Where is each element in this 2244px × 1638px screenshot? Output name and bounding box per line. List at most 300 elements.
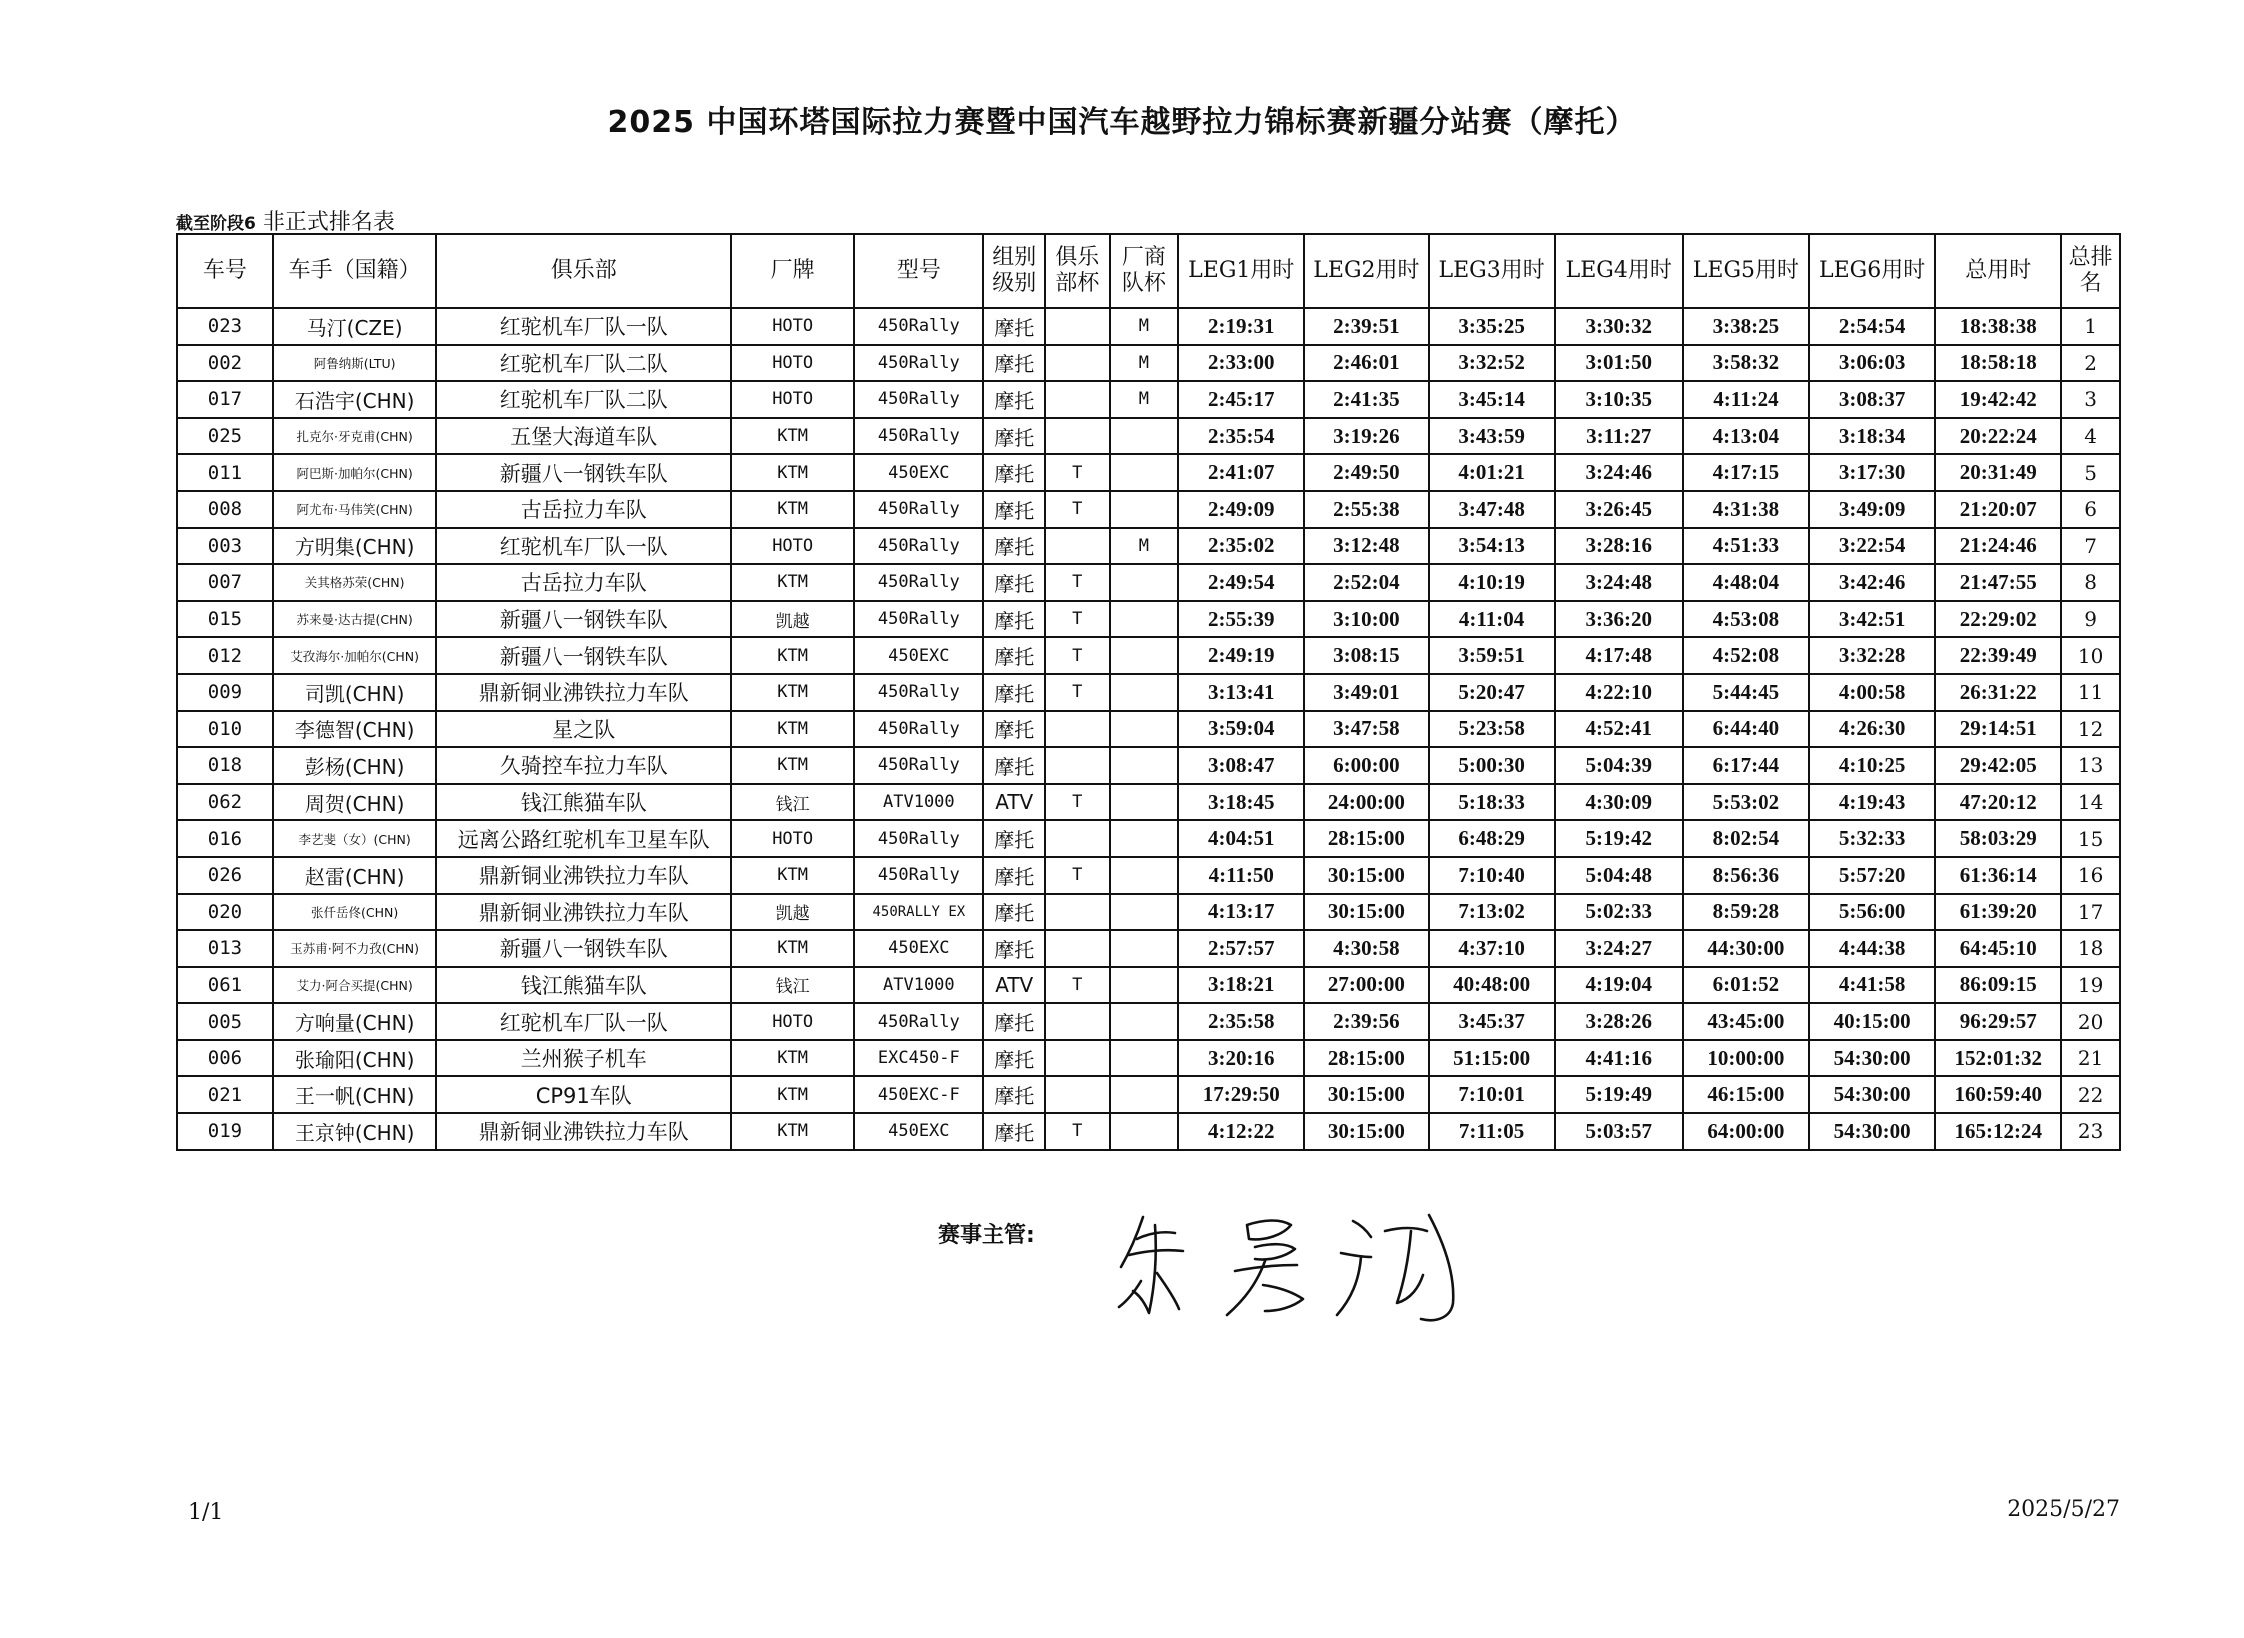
cell-driver: 阿巴斯·加帕尔(CHN) [273, 454, 437, 491]
cell-mfr-cup [1110, 784, 1179, 821]
cell-number: 007 [177, 564, 273, 601]
cell-total: 21:47:55 [1935, 564, 2061, 601]
cell-group: 摩托 [983, 674, 1045, 711]
cell-mfr-cup [1110, 711, 1179, 748]
cell-leg6: 5:57:20 [1809, 857, 1935, 894]
cell-leg4: 3:24:27 [1555, 930, 1683, 967]
cell-leg6: 4:10:25 [1809, 747, 1935, 784]
cell-number: 017 [177, 381, 273, 418]
cell-brand: KTM [731, 491, 854, 528]
cell-model: 450EXC-F [854, 1076, 983, 1113]
cell-driver: 李德智(CHN) [273, 711, 437, 748]
cell-group: 摩托 [983, 601, 1045, 638]
cell-leg6: 3:49:09 [1809, 491, 1935, 528]
cell-leg1: 4:12:22 [1178, 1113, 1304, 1150]
cell-rank: 22 [2061, 1076, 2120, 1113]
cell-brand: KTM [731, 1040, 854, 1077]
cell-leg6: 3:42:46 [1809, 564, 1935, 601]
cell-rank: 4 [2061, 418, 2120, 455]
cell-club: 钱江熊猫车队 [436, 784, 731, 821]
cell-rank: 7 [2061, 528, 2120, 565]
cell-leg3: 3:59:51 [1429, 637, 1555, 674]
cell-mfr-cup: M [1110, 381, 1179, 418]
cell-group: 摩托 [983, 381, 1045, 418]
cell-driver: 马汀(CZE) [273, 308, 437, 345]
cell-club: 久骑控车拉力车队 [436, 747, 731, 784]
cell-leg5: 4:51:33 [1683, 528, 1809, 565]
cell-mfr-cup [1110, 674, 1179, 711]
cell-total: 47:20:12 [1935, 784, 2061, 821]
cell-group: 摩托 [983, 711, 1045, 748]
cell-leg5: 5:53:02 [1683, 784, 1809, 821]
cell-total: 22:29:02 [1935, 601, 2061, 638]
cell-leg5: 4:52:08 [1683, 637, 1809, 674]
cell-leg3: 6:48:29 [1429, 820, 1555, 857]
table-row [177, 820, 2120, 857]
cell-leg3: 40:48:00 [1429, 967, 1555, 1004]
cell-leg5: 6:01:52 [1683, 967, 1809, 1004]
cell-leg2: 2:52:04 [1304, 564, 1428, 601]
cell-mfr-cup [1110, 747, 1179, 784]
cell-club: 鼎新铜业沸铁拉力车队 [436, 894, 731, 931]
cell-club-cup [1045, 711, 1110, 748]
cell-leg1: 4:13:17 [1178, 894, 1304, 931]
cell-leg5: 4:48:04 [1683, 564, 1809, 601]
table-row [177, 491, 2120, 528]
cell-leg3: 7:13:02 [1429, 894, 1555, 931]
ranking-label: 非正式排名表 [262, 210, 395, 235]
cell-leg6: 54:30:00 [1809, 1076, 1935, 1113]
table-row [177, 1003, 2120, 1040]
cell-leg2: 28:15:00 [1304, 1040, 1428, 1077]
cell-leg1: 3:08:47 [1178, 747, 1304, 784]
cell-leg1: 2:19:31 [1178, 308, 1304, 345]
cell-club-cup [1045, 1040, 1110, 1077]
results-body [177, 308, 2120, 1150]
table-row [177, 308, 2120, 345]
cell-total: 61:36:14 [1935, 857, 2061, 894]
cell-leg2: 3:47:58 [1304, 711, 1428, 748]
cell-number: 020 [177, 894, 273, 931]
col-header-leg3: LEG3用时 [1429, 234, 1555, 308]
cell-leg5: 6:44:40 [1683, 711, 1809, 748]
cell-rank: 9 [2061, 601, 2120, 638]
cell-club: 星之队 [436, 711, 731, 748]
cell-leg4: 3:10:35 [1555, 381, 1683, 418]
cell-number: 018 [177, 747, 273, 784]
cell-model: 450Rally [854, 381, 983, 418]
cell-rank: 21 [2061, 1040, 2120, 1077]
cell-number: 005 [177, 1003, 273, 1040]
cell-leg1: 3:18:21 [1178, 967, 1304, 1004]
cell-driver: 赵雷(CHN) [273, 857, 437, 894]
cell-number: 026 [177, 857, 273, 894]
cell-leg2: 3:10:00 [1304, 601, 1428, 638]
cell-leg4: 5:04:39 [1555, 747, 1683, 784]
cell-club-cup [1045, 747, 1110, 784]
cell-model: 450Rally [854, 308, 983, 345]
cell-group: 摩托 [983, 418, 1045, 455]
cell-group: 摩托 [983, 930, 1045, 967]
cell-club: 新疆八一钢铁车队 [436, 601, 731, 638]
col-header-leg4: LEG4用时 [1555, 234, 1683, 308]
cell-leg6: 4:41:58 [1809, 967, 1935, 1004]
cell-number: 003 [177, 528, 273, 565]
cell-leg3: 3:54:13 [1429, 528, 1555, 565]
cell-club: 五堡大海道车队 [436, 418, 731, 455]
cell-model: 450Rally [854, 820, 983, 857]
cell-group: 摩托 [983, 820, 1045, 857]
cell-model: 450Rally [854, 674, 983, 711]
cell-model: 450EXC [854, 930, 983, 967]
page-number: 1/1 [188, 1500, 224, 1525]
cell-brand: KTM [731, 674, 854, 711]
cell-leg1: 4:11:50 [1178, 857, 1304, 894]
cell-group: 摩托 [983, 1040, 1045, 1077]
cell-leg4: 5:19:49 [1555, 1076, 1683, 1113]
cell-driver: 扎克尔·牙克甫(CHN) [273, 418, 437, 455]
cell-leg4: 3:28:16 [1555, 528, 1683, 565]
cell-group: 摩托 [983, 857, 1045, 894]
cell-total: 21:24:46 [1935, 528, 2061, 565]
cell-club-cup [1045, 820, 1110, 857]
cell-leg5: 43:45:00 [1683, 1003, 1809, 1040]
cell-driver: 司凯(CHN) [273, 674, 437, 711]
cell-leg5: 64:00:00 [1683, 1113, 1809, 1150]
cell-rank: 16 [2061, 857, 2120, 894]
cell-total: 58:03:29 [1935, 820, 2061, 857]
cell-leg3: 5:00:30 [1429, 747, 1555, 784]
cell-group: 摩托 [983, 454, 1045, 491]
cell-leg6: 3:17:30 [1809, 454, 1935, 491]
cell-group: 摩托 [983, 637, 1045, 674]
race-director-label: 赛事主管: [938, 1223, 1035, 1248]
col-header-leg1: LEG1用时 [1178, 234, 1304, 308]
cell-leg1: 3:18:45 [1178, 784, 1304, 821]
cell-number: 019 [177, 1113, 273, 1150]
col-header-club: 俱乐部 [436, 234, 731, 308]
cell-leg1: 2:35:02 [1178, 528, 1304, 565]
cell-model: 450Rally [854, 1003, 983, 1040]
cell-club: 红驼机车厂队一队 [436, 528, 731, 565]
cell-leg2: 24:00:00 [1304, 784, 1428, 821]
cell-leg2: 4:30:58 [1304, 930, 1428, 967]
cell-number: 025 [177, 418, 273, 455]
cell-group: 摩托 [983, 564, 1045, 601]
cell-brand: HOTO [731, 308, 854, 345]
cell-club-cup [1045, 418, 1110, 455]
col-header-mfr-cup: 厂商 队杯 [1110, 234, 1179, 308]
cell-club: 鼎新铜业沸铁拉力车队 [436, 674, 731, 711]
cell-brand: KTM [731, 711, 854, 748]
cell-club-cup: T [1045, 491, 1110, 528]
cell-driver: 方响量(CHN) [273, 1003, 437, 1040]
cell-total: 22:39:49 [1935, 637, 2061, 674]
cell-total: 18:58:18 [1935, 345, 2061, 382]
cell-mfr-cup [1110, 564, 1179, 601]
cell-brand: KTM [731, 747, 854, 784]
cell-leg4: 5:19:42 [1555, 820, 1683, 857]
cell-leg1: 3:13:41 [1178, 674, 1304, 711]
cell-model: 450EXC [854, 454, 983, 491]
cell-club: 新疆八一钢铁车队 [436, 930, 731, 967]
cell-leg2: 2:39:51 [1304, 308, 1428, 345]
print-date: 2025/5/27 [2007, 1497, 2120, 1522]
cell-leg5: 8:59:28 [1683, 894, 1809, 931]
cell-mfr-cup [1110, 820, 1179, 857]
cell-mfr-cup [1110, 1003, 1179, 1040]
cell-club-cup: T [1045, 674, 1110, 711]
cell-club-cup: T [1045, 1113, 1110, 1150]
results-table [176, 233, 2121, 1151]
cell-club-cup [1045, 894, 1110, 931]
cell-leg1: 2:55:39 [1178, 601, 1304, 638]
cell-club-cup [1045, 1003, 1110, 1040]
cell-brand: HOTO [731, 345, 854, 382]
cell-leg6: 5:32:33 [1809, 820, 1935, 857]
cell-model: 450Rally [854, 418, 983, 455]
cell-club-cup: T [1045, 637, 1110, 674]
cell-leg4: 3:01:50 [1555, 345, 1683, 382]
table-caption [176, 205, 395, 236]
cell-club: 红驼机车厂队一队 [436, 308, 731, 345]
cell-leg1: 2:49:54 [1178, 564, 1304, 601]
cell-rank: 8 [2061, 564, 2120, 601]
cell-brand: 凯越 [731, 894, 854, 931]
cell-total: 29:42:05 [1935, 747, 2061, 784]
cell-leg2: 3:49:01 [1304, 674, 1428, 711]
cell-number: 002 [177, 345, 273, 382]
cell-mfr-cup [1110, 1113, 1179, 1150]
cell-club-cup: T [1045, 857, 1110, 894]
cell-brand: 凯越 [731, 601, 854, 638]
cell-leg4: 4:17:48 [1555, 637, 1683, 674]
cell-leg3: 5:23:58 [1429, 711, 1555, 748]
cell-total: 19:42:42 [1935, 381, 2061, 418]
cell-club-cup [1045, 930, 1110, 967]
cell-leg3: 7:10:40 [1429, 857, 1555, 894]
cell-rank: 3 [2061, 381, 2120, 418]
cell-number: 009 [177, 674, 273, 711]
cell-model: 450EXC [854, 1113, 983, 1150]
table-row [177, 1040, 2120, 1077]
cell-leg6: 3:32:28 [1809, 637, 1935, 674]
cell-total: 20:31:49 [1935, 454, 2061, 491]
cell-model: 450Rally [854, 711, 983, 748]
cell-leg5: 10:00:00 [1683, 1040, 1809, 1077]
cell-leg2: 30:15:00 [1304, 894, 1428, 931]
cell-model: 450Rally [854, 747, 983, 784]
cell-mfr-cup [1110, 454, 1179, 491]
table-row [177, 894, 2120, 931]
cell-club: 红驼机车厂队一队 [436, 1003, 731, 1040]
cell-leg4: 3:11:27 [1555, 418, 1683, 455]
table-row [177, 345, 2120, 382]
cell-brand: HOTO [731, 381, 854, 418]
cell-leg4: 3:30:32 [1555, 308, 1683, 345]
cell-leg1: 2:57:57 [1178, 930, 1304, 967]
cell-club: 红驼机车厂队二队 [436, 345, 731, 382]
cell-leg3: 3:47:48 [1429, 491, 1555, 528]
cell-driver: 苏来曼·达古提(CHN) [273, 601, 437, 638]
cell-mfr-cup [1110, 491, 1179, 528]
table-row [177, 1113, 2120, 1150]
col-header-total: 总用时 [1935, 234, 2061, 308]
cell-club-cup: T [1045, 454, 1110, 491]
cell-leg3: 3:45:37 [1429, 1003, 1555, 1040]
cell-mfr-cup [1110, 894, 1179, 931]
cell-group: 摩托 [983, 528, 1045, 565]
cell-driver: 张仟岳佟(CHN) [273, 894, 437, 931]
cell-rank: 1 [2061, 308, 2120, 345]
cell-club-cup: T [1045, 564, 1110, 601]
cell-total: 26:31:22 [1935, 674, 2061, 711]
cell-leg2: 2:39:56 [1304, 1003, 1428, 1040]
cell-rank: 13 [2061, 747, 2120, 784]
col-header-number: 车号 [177, 234, 273, 308]
cell-total: 152:01:32 [1935, 1040, 2061, 1077]
cell-brand: KTM [731, 454, 854, 491]
table-row [177, 967, 2120, 1004]
table-row [177, 711, 2120, 748]
cell-rank: 20 [2061, 1003, 2120, 1040]
cell-leg1: 2:33:00 [1178, 345, 1304, 382]
cell-total: 20:22:24 [1935, 418, 2061, 455]
cell-brand: KTM [731, 637, 854, 674]
cell-club-cup: T [1045, 784, 1110, 821]
cell-rank: 2 [2061, 345, 2120, 382]
cell-driver: 王京钟(CHN) [273, 1113, 437, 1150]
cell-brand: HOTO [731, 1003, 854, 1040]
cell-leg3: 4:10:19 [1429, 564, 1555, 601]
cell-total: 18:38:38 [1935, 308, 2061, 345]
cell-brand: KTM [731, 857, 854, 894]
cell-leg6: 3:08:37 [1809, 381, 1935, 418]
cell-leg3: 5:18:33 [1429, 784, 1555, 821]
cell-leg6: 4:44:38 [1809, 930, 1935, 967]
cell-leg5: 4:11:24 [1683, 381, 1809, 418]
cell-mfr-cup [1110, 857, 1179, 894]
cell-leg2: 6:00:00 [1304, 747, 1428, 784]
cell-leg6: 3:18:34 [1809, 418, 1935, 455]
cell-leg6: 3:06:03 [1809, 345, 1935, 382]
cell-leg6: 5:56:00 [1809, 894, 1935, 931]
cell-rank: 12 [2061, 711, 2120, 748]
col-header-brand: 厂牌 [731, 234, 854, 308]
cell-leg5: 46:15:00 [1683, 1076, 1809, 1113]
cell-rank: 23 [2061, 1113, 2120, 1150]
cell-brand: 钱江 [731, 784, 854, 821]
cell-group: 摩托 [983, 747, 1045, 784]
col-header-driver: 车手（国籍） [273, 234, 437, 308]
cell-leg6: 2:54:54 [1809, 308, 1935, 345]
cell-leg5: 4:13:04 [1683, 418, 1809, 455]
cell-leg4: 3:28:26 [1555, 1003, 1683, 1040]
cell-driver: 彭杨(CHN) [273, 747, 437, 784]
col-header-rank: 总排 名 [2061, 234, 2120, 308]
cell-leg4: 4:30:09 [1555, 784, 1683, 821]
cell-leg5: 5:44:45 [1683, 674, 1809, 711]
cell-leg2: 27:00:00 [1304, 967, 1428, 1004]
cell-leg6: 4:19:43 [1809, 784, 1935, 821]
cell-number: 062 [177, 784, 273, 821]
cell-leg2: 30:15:00 [1304, 857, 1428, 894]
table-row [177, 1076, 2120, 1113]
cell-leg4: 4:41:16 [1555, 1040, 1683, 1077]
cell-model: 450Rally [854, 528, 983, 565]
cell-brand: KTM [731, 1076, 854, 1113]
cell-leg3: 3:43:59 [1429, 418, 1555, 455]
cell-leg4: 4:22:10 [1555, 674, 1683, 711]
cell-leg3: 5:20:47 [1429, 674, 1555, 711]
cell-driver: 王一帆(CHN) [273, 1076, 437, 1113]
cell-number: 016 [177, 820, 273, 857]
cell-mfr-cup [1110, 967, 1179, 1004]
cell-leg4: 3:24:46 [1555, 454, 1683, 491]
cell-club: 古岳拉力车队 [436, 564, 731, 601]
cell-number: 008 [177, 491, 273, 528]
cell-leg1: 2:45:17 [1178, 381, 1304, 418]
cell-group: ATV [983, 967, 1045, 1004]
cell-total: 96:29:57 [1935, 1003, 2061, 1040]
cell-leg2: 30:15:00 [1304, 1076, 1428, 1113]
cell-leg3: 51:15:00 [1429, 1040, 1555, 1077]
cell-leg1: 2:41:07 [1178, 454, 1304, 491]
cell-brand: HOTO [731, 528, 854, 565]
cell-total: 21:20:07 [1935, 491, 2061, 528]
cell-leg3: 4:01:21 [1429, 454, 1555, 491]
cell-leg4: 3:26:45 [1555, 491, 1683, 528]
cell-leg1: 17:29:50 [1178, 1076, 1304, 1113]
cell-mfr-cup [1110, 637, 1179, 674]
col-header-leg5: LEG5用时 [1683, 234, 1809, 308]
table-row [177, 637, 2120, 674]
cell-leg6: 54:30:00 [1809, 1040, 1935, 1077]
cell-club-cup [1045, 308, 1110, 345]
cell-leg6: 4:26:30 [1809, 711, 1935, 748]
cell-total: 61:39:20 [1935, 894, 2061, 931]
cell-leg5: 4:53:08 [1683, 601, 1809, 638]
cell-mfr-cup: M [1110, 308, 1179, 345]
cell-number: 013 [177, 930, 273, 967]
cell-driver: 方明集(CHN) [273, 528, 437, 565]
stage-label: 截至阶段6 [176, 214, 256, 234]
cell-leg5: 44:30:00 [1683, 930, 1809, 967]
cell-number: 023 [177, 308, 273, 345]
col-header-club-cup: 俱乐 部杯 [1045, 234, 1110, 308]
cell-rank: 14 [2061, 784, 2120, 821]
cell-leg2: 2:41:35 [1304, 381, 1428, 418]
cell-group: 摩托 [983, 308, 1045, 345]
cell-leg1: 2:35:54 [1178, 418, 1304, 455]
cell-group: 摩托 [983, 345, 1045, 382]
cell-rank: 11 [2061, 674, 2120, 711]
cell-model: 450RALLY EX [854, 894, 983, 931]
col-header-model: 型号 [854, 234, 983, 308]
cell-group: 摩托 [983, 1113, 1045, 1150]
cell-total: 86:09:15 [1935, 967, 2061, 1004]
cell-leg1: 2:35:58 [1178, 1003, 1304, 1040]
cell-brand: HOTO [731, 820, 854, 857]
cell-leg3: 3:45:14 [1429, 381, 1555, 418]
cell-rank: 10 [2061, 637, 2120, 674]
cell-leg5: 3:38:25 [1683, 308, 1809, 345]
cell-brand: KTM [731, 418, 854, 455]
cell-club-cup [1045, 381, 1110, 418]
table-row [177, 381, 2120, 418]
cell-leg1: 3:59:04 [1178, 711, 1304, 748]
cell-rank: 17 [2061, 894, 2120, 931]
